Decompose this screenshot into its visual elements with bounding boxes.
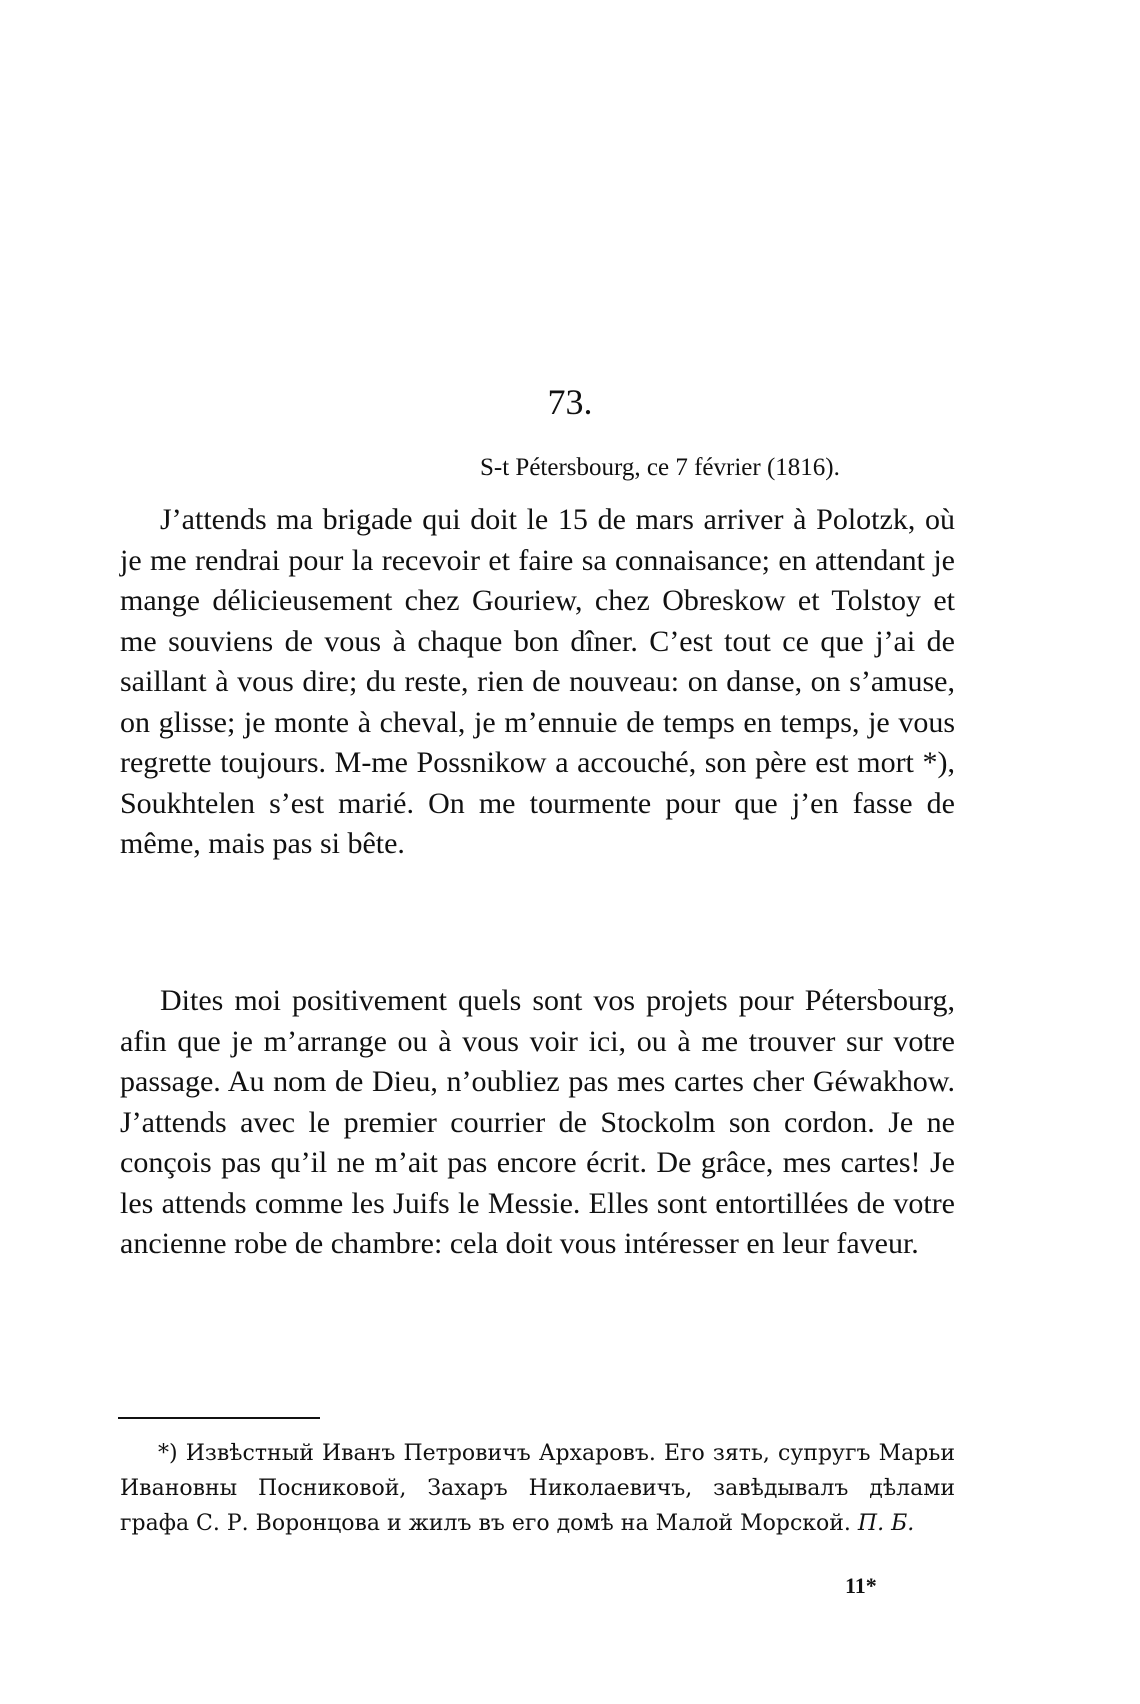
sheet-signature-mark: 11* (845, 1573, 877, 1598)
footnote-text: *) Извѣстный Иванъ Петровичъ Архаровъ. Его зять, супругъ Марьи Ивановны Посниковой, Захаръ Николаевичъ, завѣдывалъ дѣлами графа С. Р. Воронцова и жилъ въ его домѣ на Малой Морской. (120, 1441, 955, 1536)
letter-paragraph-2: Dites moi positivement quels sont vos projets pour Pétersbourg, afin que je m’arrange ou à vous voir ici, ou à me trouver sur votre passage. Au nom de Dieu, n’oubliez pas mes cartes cher Géwakhow. J’attends avec le premier courrier de Stockolm son cordon. Je ne conçois pas qu’il ne m’ait pas encore écrit. De grâce, mes cartes! Je les attends comme les Juifs le Messie. Elles sont entortillées de votre ancienne robe de chambre: cela doit vous intéresser en leur faveur. (120, 984, 955, 1260)
footnote (120, 1436, 955, 1541)
footnote-signature: П. Б. (857, 1511, 915, 1536)
letter-paragraph-1: J’attends ma brigade qui doit le 15 de mars arriver à Polotzk, où je me rendrai pour la recevoir et faire sa connaisance; en attendant je mange délicieusement chez Gouriew, chez Obreskow et Tolstoy et me souviens de vous à chaque bon dîner. C’est tout ce que j’ai de saillant à vous dire; du reste, rien de nouveau: on danse, on s’amuse, on glisse; je monte à cheval, je m’ennuie de temps en temps, je vous regrette toujours. M-me Possnikow a accouché, son père est mort *), Soukhtelen s’est marié. On me tourmente pour que j’en fasse de même, mais pas si bête. (120, 503, 955, 860)
letter-dateline: S-t Pétersbourg, ce 7 février (1816). (480, 454, 840, 481)
letter-number: 73. (547, 382, 593, 422)
footnote-divider (118, 1417, 320, 1419)
